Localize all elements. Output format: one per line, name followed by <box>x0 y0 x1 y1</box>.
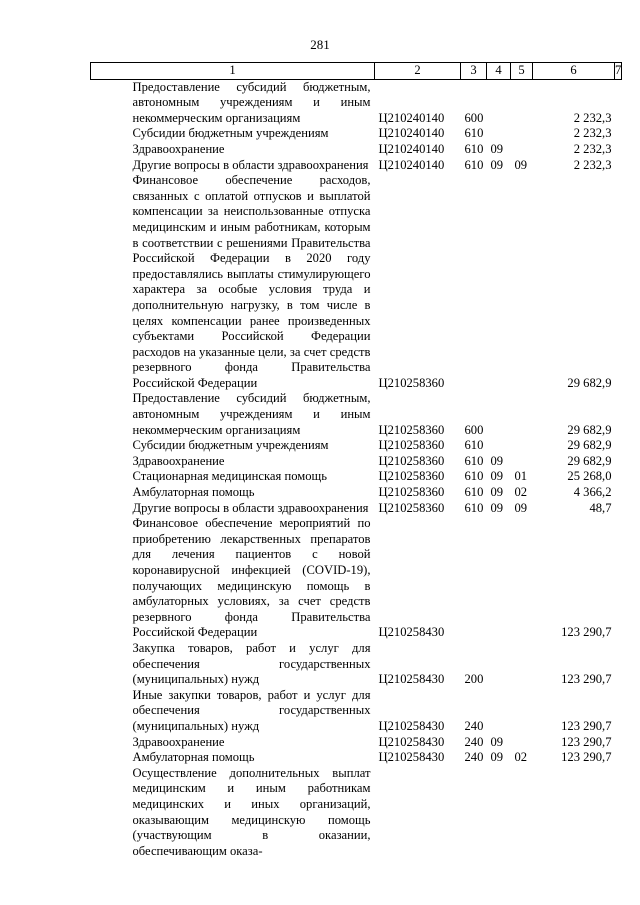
row-name: Финансовое обеспечение мероприятий по приобретению лекарственных препаратов для лечения пациентов с новой коронавирусной инфекцией (COVID-19), получающих медицинскую помощь в амбулаторных условиях, за счет средств резервного фонда Правительства Российской Федерации <box>132 516 371 640</box>
row-name: Амбулаторная помощь <box>132 485 255 500</box>
table-row <box>91 766 622 860</box>
row-code: Ц210258430 <box>378 625 445 640</box>
row-kvr: 240 <box>464 718 484 733</box>
row-kvr: 200 <box>464 672 484 687</box>
header-col-1: 1 <box>91 63 375 80</box>
row-subsection: 01 <box>514 469 528 484</box>
header-col-4: 4 <box>487 63 511 80</box>
row-sum: 29 682,9 <box>567 375 612 390</box>
row-kvr <box>461 766 487 860</box>
row-subsection <box>511 173 533 391</box>
row-kvr: 610 <box>464 485 484 500</box>
table-row <box>91 485 622 501</box>
row-sum: 29 682,9 <box>567 422 612 437</box>
row-sum <box>533 766 615 860</box>
table-row <box>91 438 622 454</box>
row-code: Ц210258360 <box>378 375 445 390</box>
header-col-7: 7 <box>615 63 622 80</box>
row-kvr: 610 <box>464 157 484 172</box>
table-row <box>91 126 622 142</box>
row-subsection: 02 <box>514 485 528 500</box>
row-section <box>487 391 511 438</box>
row-section <box>487 126 511 142</box>
row-section <box>487 79 511 126</box>
table-row <box>91 501 622 517</box>
row-code: Ц210258360 <box>378 500 445 515</box>
row-section: 09 <box>490 141 504 156</box>
row-subsection <box>511 735 533 751</box>
row-code: Ц210258360 <box>378 422 445 437</box>
row-kvr: 240 <box>464 734 484 749</box>
row-subsection: 02 <box>514 750 528 765</box>
row-code <box>375 766 461 860</box>
row-sum: 25 268,0 <box>567 469 612 484</box>
row-code: Ц210240140 <box>378 157 445 172</box>
row-code: Ц210258360 <box>378 469 445 484</box>
table-row <box>91 469 622 485</box>
row-subsection <box>511 641 533 688</box>
row-code: Ц210258430 <box>378 750 445 765</box>
header-col-3: 3 <box>461 63 487 80</box>
row-sum: 123 290,7 <box>561 625 612 640</box>
table-header-row <box>91 63 622 80</box>
row-name: Осуществление дополнительных выплат медицинским и иным работникам медицинских и иных организаций, оказывающим медицинскую помощь (участвующим в оказании, обеспечивающим оказа- <box>132 765 371 858</box>
row-subsection <box>511 766 533 860</box>
row-sum: 2 232,3 <box>573 110 612 125</box>
row-name: Другие вопросы в области здравоохранения <box>132 500 369 515</box>
row-code: Ц210258430 <box>378 734 445 749</box>
row-sum: 2 232,3 <box>573 141 612 156</box>
table-row <box>91 750 622 766</box>
row-code: Ц210258430 <box>378 672 445 687</box>
row-name: Здравоохранение <box>132 453 225 468</box>
row-section: 09 <box>490 485 504 500</box>
row-name: Предоставление субсидий бюджетным, автономным учреждениям и иным некоммерческим организациям <box>132 391 371 437</box>
row-kvr: 610 <box>464 453 484 468</box>
row-subsection <box>511 454 533 470</box>
row-name: Финансовое обеспечение расходов, связанных с оплатой отпусков и выплатой компенсации за неиспользованные отпуска медицинским и иным работникам, которым в соответствии с решениями Правительства Российской Федерации в 2020 году предоставлялись выплаты стимулирующего характера за особые условия труда и дополнительную нагрузку, в том числе в целях компенсации ранее произведенных субъектами Российской Федерации расходов на указанные цели, за счет средств резервного фонда Правительства Российской Федерации <box>132 173 371 390</box>
row-code: Ц210240140 <box>378 110 445 125</box>
row-name: Субсидии бюджетным учреждениям <box>132 126 329 141</box>
table-row <box>91 735 622 751</box>
row-kvr: 610 <box>464 141 484 156</box>
table-row <box>91 142 622 158</box>
row-sum: 48,7 <box>589 500 612 515</box>
row-section: 09 <box>490 500 504 515</box>
table-row <box>91 641 622 688</box>
row-section <box>487 438 511 454</box>
row-subsection <box>511 142 533 158</box>
row-section: 09 <box>490 453 504 468</box>
row-sum: 2 232,3 <box>573 157 612 172</box>
row-section <box>487 766 511 860</box>
row-name: Иные закупки товаров, работ и услуг для обеспечения государственных (муниципальных) нужд <box>132 687 371 733</box>
row-sum: 29 682,9 <box>567 438 612 453</box>
row-name: Субсидии бюджетным учреждениям <box>132 438 329 453</box>
row-code: Ц210258360 <box>378 438 445 453</box>
row-kvr: 610 <box>464 438 484 453</box>
row-kvr <box>461 516 487 641</box>
row-sum: 123 290,7 <box>561 734 612 749</box>
row-subsection <box>511 516 533 641</box>
row-name: Амбулаторная помощь <box>132 750 255 765</box>
row-section <box>487 516 511 641</box>
row-subsection <box>511 438 533 454</box>
row-subsection <box>511 126 533 142</box>
row-subsection: 09 <box>514 500 528 515</box>
table-row <box>91 516 622 641</box>
row-code: Ц210240140 <box>378 141 445 156</box>
header-col-5: 5 <box>511 63 533 80</box>
row-section: 09 <box>490 750 504 765</box>
row-kvr: 610 <box>464 126 484 141</box>
budget-table <box>90 62 622 859</box>
row-kvr: 240 <box>464 750 484 765</box>
row-sum: 29 682,9 <box>567 453 612 468</box>
row-subsection <box>511 688 533 735</box>
row-subsection <box>511 79 533 126</box>
row-kvr <box>461 173 487 391</box>
page-number: 281 <box>310 37 330 52</box>
table-row <box>91 158 622 174</box>
row-section <box>487 641 511 688</box>
row-section: 09 <box>490 734 504 749</box>
table-row <box>91 173 622 391</box>
row-sum: 123 290,7 <box>561 672 612 687</box>
row-kvr: 610 <box>464 469 484 484</box>
row-code: Ц210258360 <box>378 485 445 500</box>
row-code: Ц210240140 <box>378 126 445 141</box>
row-section: 09 <box>490 157 504 172</box>
row-name: Предоставление субсидий бюджетным, автономным учреждениям и иным некоммерческим организациям <box>132 79 371 125</box>
row-section <box>487 173 511 391</box>
row-kvr: 600 <box>464 422 484 437</box>
table-row <box>91 391 622 438</box>
row-kvr: 600 <box>464 110 484 125</box>
table-row <box>91 79 622 126</box>
row-subsection: 09 <box>514 157 528 172</box>
row-name: Здравоохранение <box>132 734 225 749</box>
row-sum: 123 290,7 <box>561 750 612 765</box>
header-col-2: 2 <box>375 63 461 80</box>
table-row <box>91 454 622 470</box>
row-section: 09 <box>490 469 504 484</box>
row-name: Другие вопросы в области здравоохранения <box>132 157 369 172</box>
row-name: Здравоохранение <box>132 141 225 156</box>
row-code: Ц210258360 <box>378 453 445 468</box>
table-row <box>91 688 622 735</box>
row-sum: 4 366,2 <box>573 485 612 500</box>
header-col-6: 6 <box>533 63 615 80</box>
row-code: Ц210258430 <box>378 718 445 733</box>
row-subsection <box>511 391 533 438</box>
row-section <box>487 688 511 735</box>
row-sum: 2 232,3 <box>573 126 612 141</box>
row-kvr: 610 <box>464 500 484 515</box>
row-name: Стационарная медицинская помощь <box>132 469 327 484</box>
row-sum: 123 290,7 <box>561 718 612 733</box>
row-name: Закупка товаров, работ и услуг для обеспечения государственных (муниципальных) нужд <box>132 640 371 687</box>
